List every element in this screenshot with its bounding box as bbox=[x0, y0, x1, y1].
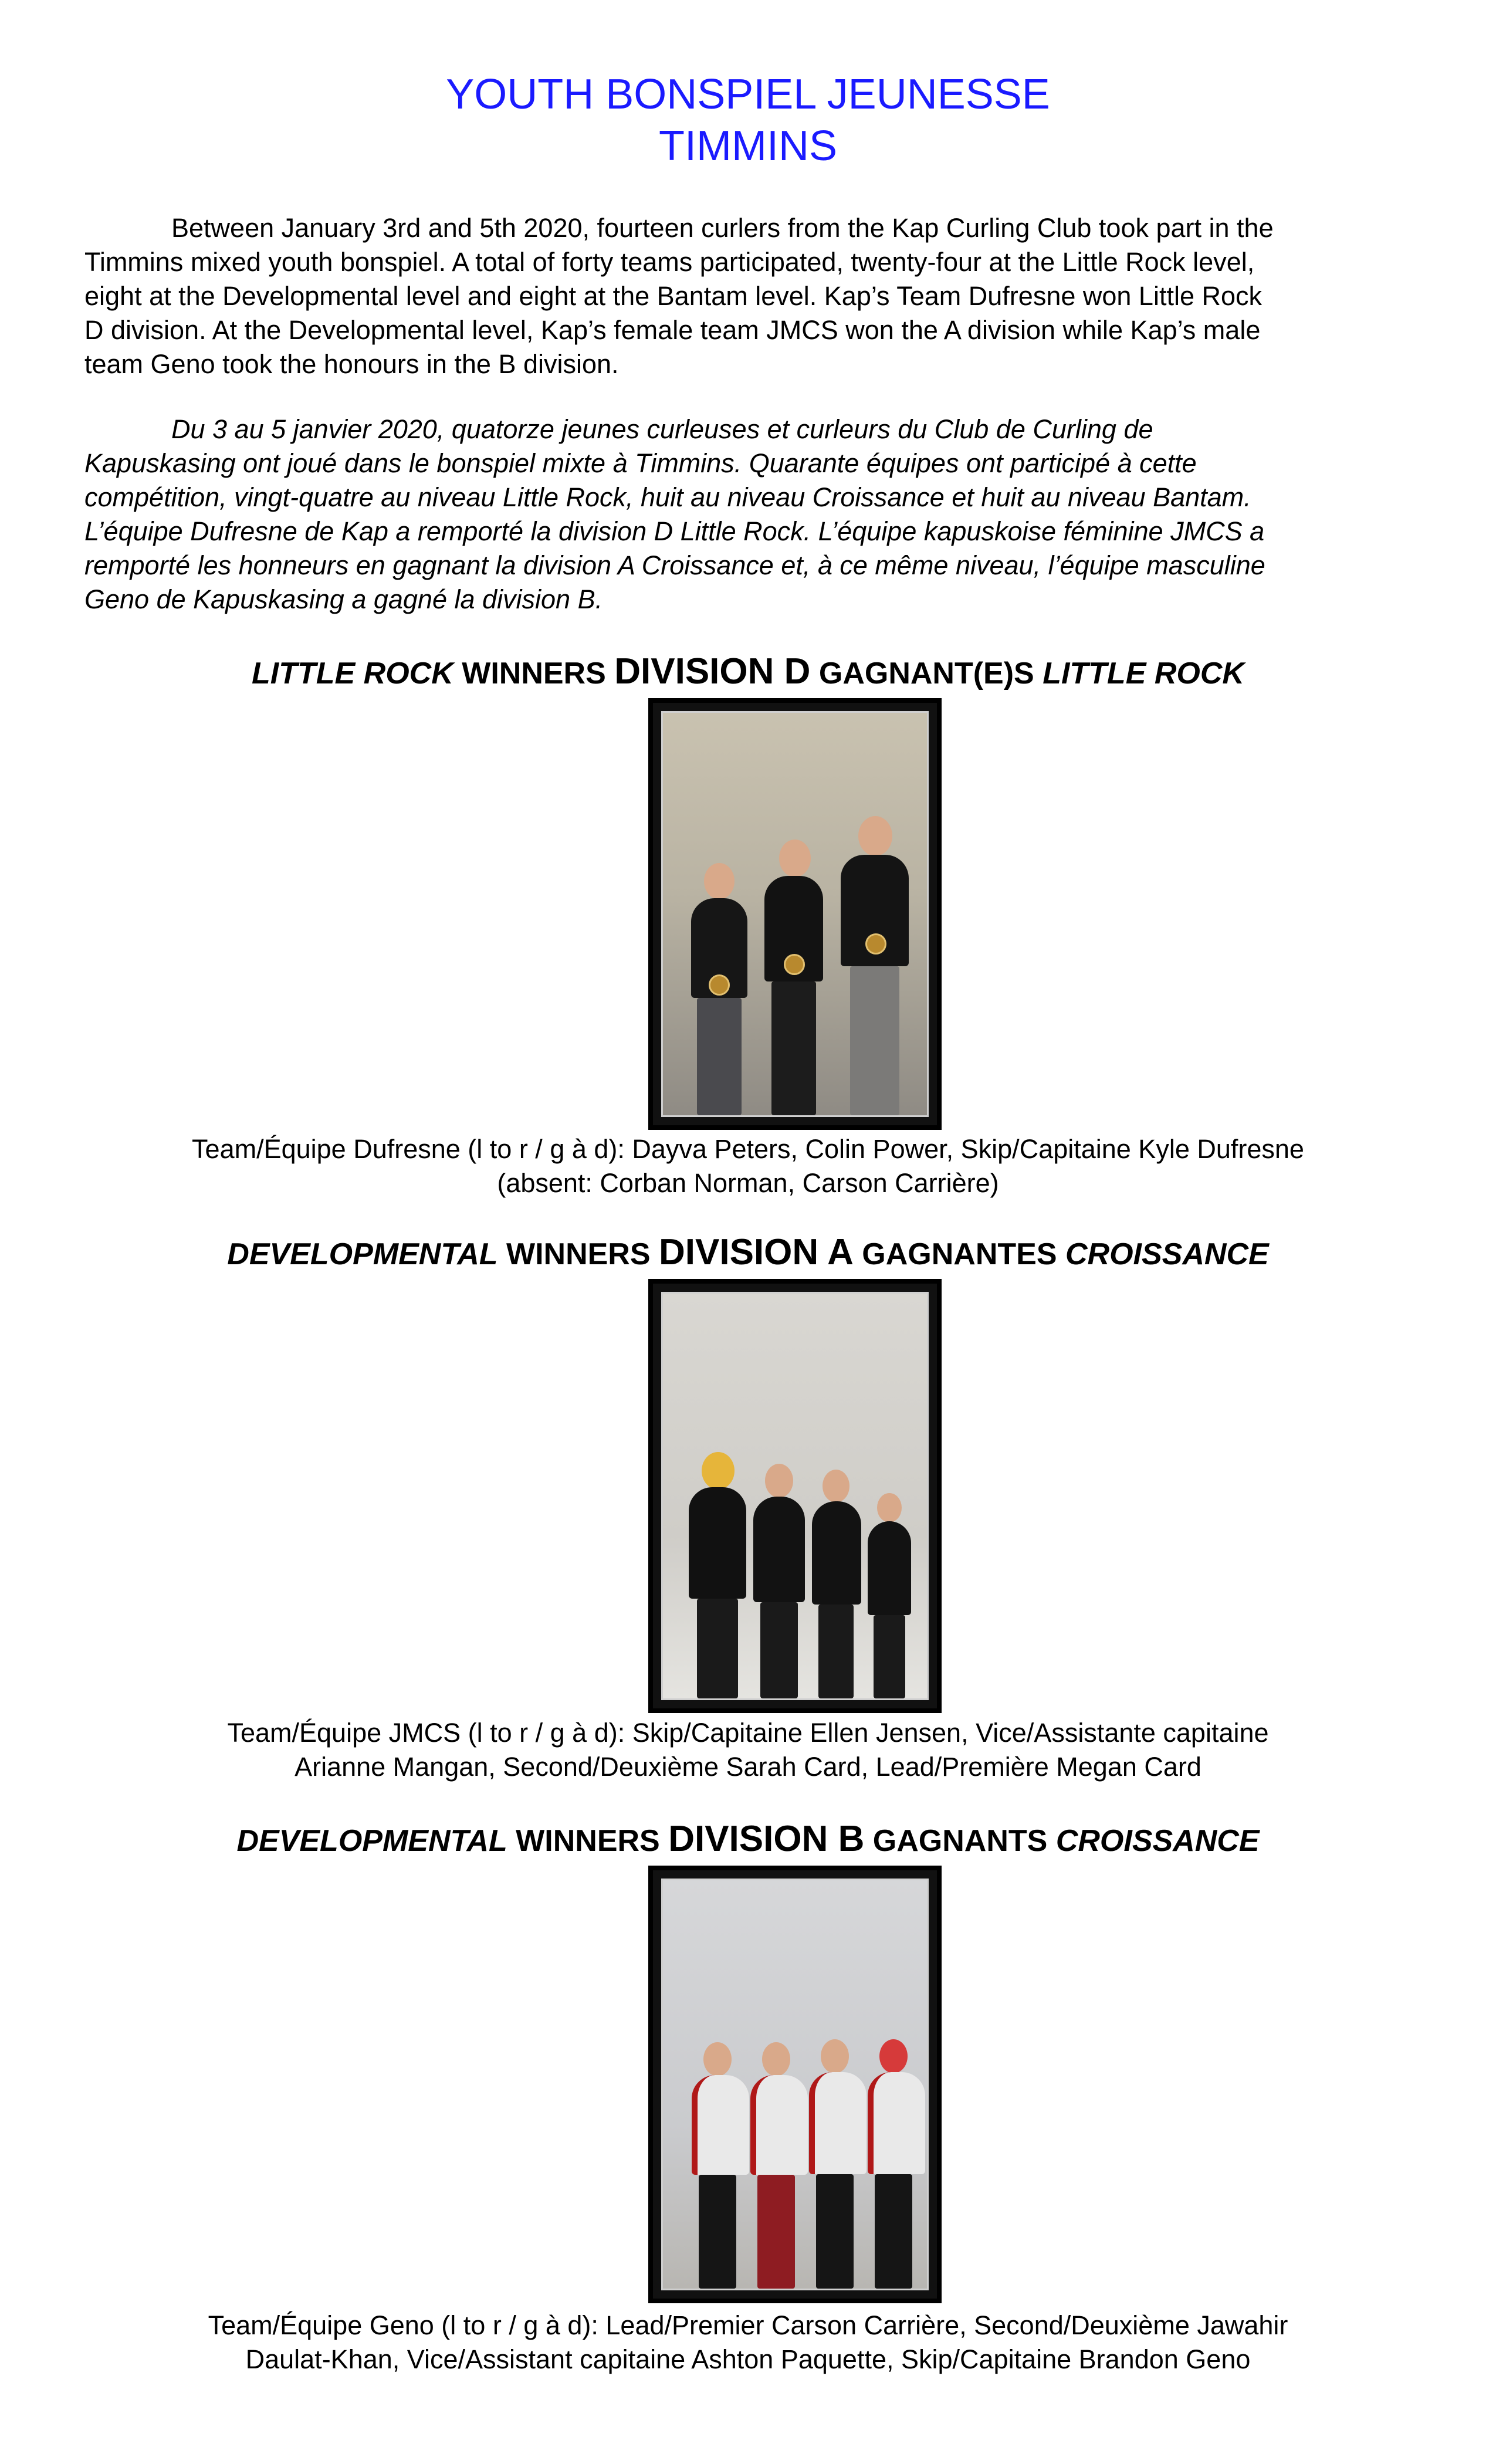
intro-fr-line: Kapuskasing ont joué dans le bonspiel mixte à Timmins. Quarante équipes ont participé à cette bbox=[84, 448, 1197, 478]
intro-fr-line: L’équipe Dufresne de Kap a remporté la division D Little Rock. L’équipe kapuskoise féminine JMCS a bbox=[84, 516, 1265, 546]
section-heading-little-rock: LITTLE ROCK WINNERS DIVISION D GAGNANT(E)S LITTLE ROCK bbox=[252, 651, 1244, 692]
caption-line: Arianne Mangan, Second/Deuxième Sarah Card, Lead/Première Megan Card bbox=[295, 1752, 1201, 1782]
team-photo-geno bbox=[648, 1866, 942, 2303]
caption-line: Team/Équipe Geno (l to r / g à d): Lead/Premier Carson Carrière, Second/Deuxième Jawahir bbox=[208, 2310, 1288, 2340]
caption-line: Team/Équipe JMCS (l to r / g à d): Skip/Capitaine Ellen Jensen, Vice/Assistante capitaine bbox=[227, 1718, 1269, 1748]
intro-fr-line: compétition, vingt-quatre au niveau Little Rock, huit au niveau Croissance et huit au niveau Bantam. bbox=[84, 482, 1251, 512]
intro-fr-line: Geno de Kapuskasing a gagné la division B. bbox=[84, 584, 603, 614]
intro-en-line: D division. At the Developmental level, Kap’s female team JMCS won the A division while Kap’s male bbox=[84, 315, 1261, 345]
caption-team-dufresne bbox=[0, 1132, 1496, 1200]
section-heading-developmental-a: DEVELOPMENTAL WINNERS DIVISION A GAGNANTES CROISSANCE bbox=[227, 1232, 1269, 1272]
photo-image bbox=[661, 711, 929, 1117]
section-heading-developmental-b: DEVELOPMENTAL WINNERS DIVISION B GAGNANTS CROISSANCE bbox=[236, 1819, 1260, 1859]
caption-line: (absent: Corban Norman, Carson Carrière) bbox=[497, 1168, 999, 1198]
team-photo-jmcs bbox=[648, 1279, 942, 1713]
caption-team-geno bbox=[0, 2309, 1496, 2377]
page-title-line-1: YOUTH BONSPIEL JEUNESSE bbox=[446, 71, 1050, 118]
intro-fr-line: Du 3 au 5 janvier 2020, quatorze jeunes curleuses et curleurs du Club de Curling de bbox=[171, 414, 1153, 444]
intro-en-line: team Geno took the honours in the B division. bbox=[84, 349, 619, 379]
intro-paragraph-english bbox=[84, 211, 1404, 381]
caption-line: Daulat-Khan, Vice/Assistant capitaine Ashton Paquette, Skip/Capitaine Brandon Geno bbox=[245, 2344, 1251, 2374]
intro-en-line: Timmins mixed youth bonspiel. A total of forty teams participated, twenty-four at the Little Rock level, bbox=[84, 247, 1255, 277]
team-photo-dufresne bbox=[648, 698, 942, 1130]
photo-image bbox=[661, 1879, 929, 2290]
caption-line: Team/Équipe Dufresne (l to r / g à d): Dayva Peters, Colin Power, Skip/Capitaine Kyle Dufresne bbox=[192, 1134, 1304, 1164]
intro-paragraph-french bbox=[84, 412, 1404, 617]
intro-en-line: eight at the Developmental level and eight at the Bantam level. Kap’s Team Dufresne won Little Rock bbox=[84, 281, 1263, 311]
intro-fr-line: remporté les honneurs en gagnant la division A Croissance et, à ce même niveau, l’équipe masculine bbox=[84, 550, 1265, 580]
intro-en-line: Between January 3rd and 5th 2020, fourteen curlers from the Kap Curling Club took part in the bbox=[171, 213, 1274, 243]
photo-image bbox=[661, 1292, 929, 1700]
caption-team-jmcs bbox=[0, 1716, 1496, 1784]
page-title-line-2: TIMMINS bbox=[659, 123, 837, 170]
